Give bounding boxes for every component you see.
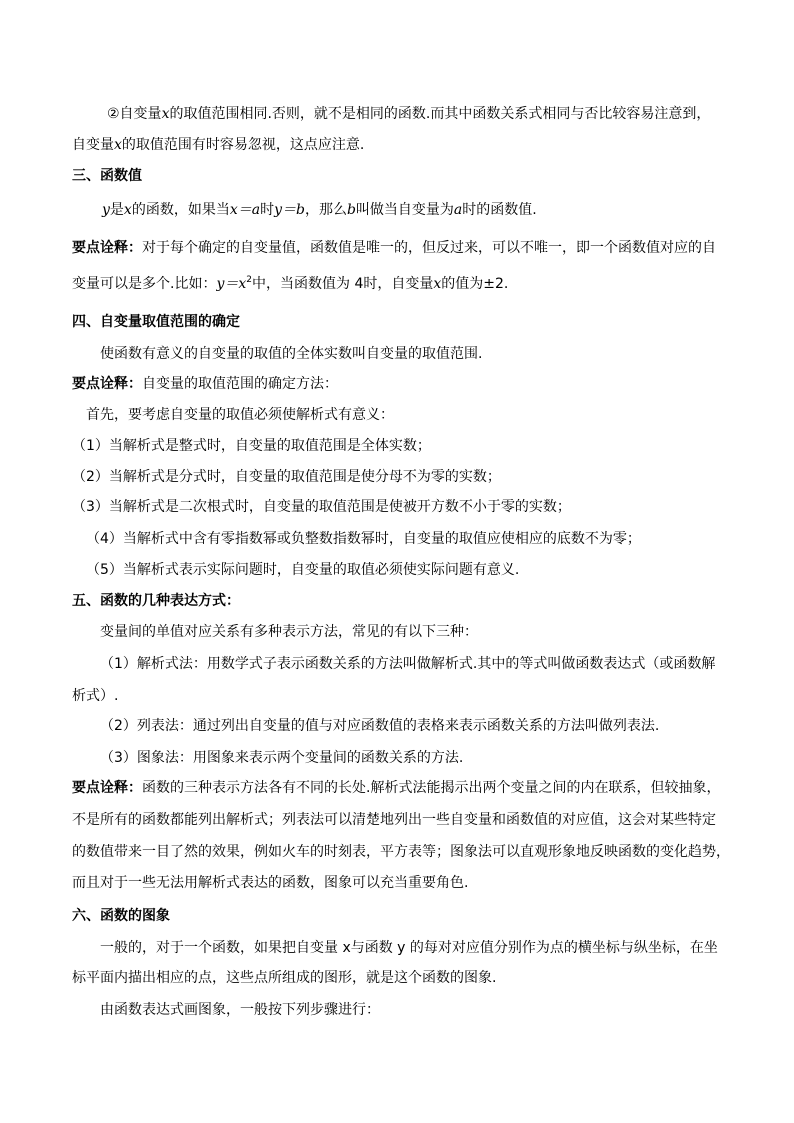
paragraph-line (102, 200, 537, 220)
paragraph-line: （1）解析式法：用数学式子表示函数关系的方法叫做解析式.其中的等式叫做函数表达式（或函数解 (100, 656, 716, 672)
text-run: 的值为±2. (441, 276, 509, 292)
paragraph-line (72, 374, 338, 394)
paragraph-line: 使函数有意义的自变量的取值的全体实数叫自变量的取值范围. (100, 346, 483, 362)
list-item: （5）当解析式表示实际问题时，自变量的取值必须使实际问题有意义. (86, 562, 520, 578)
text-run: 变量可以是多个.比如： (72, 276, 217, 292)
list-item: （4）当解析式中含有零指数幂或负整数指数幂时，自变量的取值应使相应的底数不为零； (86, 531, 641, 547)
paragraph-line: （3）图象法：用图象来表示两个变量间的函数关系的方法. (100, 750, 464, 766)
text-run: 是 (109, 202, 124, 218)
paragraph-line: 不是所有的函数都能列出解析式；列表法可以清楚地列出一些自变量和函数值的对应值，这会对某些特定 (72, 812, 716, 828)
paragraph-line: 而且对于一些无法用解析式表达的函数，图象可以充当重要角色. (72, 875, 469, 891)
math-var: x (161, 106, 170, 122)
text-run: 自变量的取值范围的确定方法： (142, 376, 338, 392)
text-run: 对于每个确定的自变量值，函数值是唯一的，但反过来，可以不唯一，即一个函数值对应的自 (142, 240, 716, 256)
superscript: 2 (246, 275, 252, 285)
key-point-label: 要点诠释： (72, 780, 142, 796)
paragraph-line (72, 238, 716, 258)
math-var: x (114, 137, 122, 153)
list-item: （2）当解析式是分式时，自变量的取值范围是使分母不为零的实数； (72, 469, 501, 485)
key-point-label: 要点诠释： (72, 240, 142, 256)
paragraph-line: 首先，要考虑自变量的取值必须使解析式有意义： (86, 407, 394, 423)
paragraph-line (72, 274, 508, 294)
text-run: 的取值范围有时容易忽视，这点应注意. (121, 137, 365, 153)
text-run: 时的函数值. (462, 202, 537, 218)
text-run: 的函数，如果当 (131, 202, 230, 218)
math-expression: x＝a (229, 202, 261, 218)
text-run: 自变量 (72, 137, 114, 153)
math-var: b (346, 202, 356, 218)
section-heading: 五、函数的几种表达方式： (72, 593, 240, 609)
text-run: 中，当函数值为 4时，自变量 (252, 276, 434, 292)
text-run: ，那么 (304, 202, 347, 218)
text-run: 叫做当自变量为 (355, 202, 454, 218)
list-item: （3）当解析式是二次根式时，自变量的取值范围是使被开方数不小于零的实数； (72, 499, 571, 515)
math-var: y (102, 202, 110, 218)
paragraph-line: 一般的，对于一个函数，如果把自变量 x与函数 y 的每对对应值分别作为点的横坐标与纵坐标，在坐 (100, 940, 718, 956)
math-expression: y＝x (216, 276, 247, 292)
math-var: x (123, 202, 132, 218)
text-run: ②自变量 (107, 106, 162, 122)
math-var: x (433, 276, 442, 292)
section-heading: 四、自变量取值范围的确定 (72, 314, 240, 330)
text-run: 函数的三种表示方法各有不同的长处.解析式法能揭示出两个变量之间的内在联系，但较抽象， (142, 780, 721, 796)
paragraph-line: 的数值带来一目了然的效果，例如火车的时刻表，平方表等；图象法可以直观形象地反映函数的变化趋势， (72, 844, 730, 860)
text-run: 的取值范围相同.否则，就不是相同的函数.而其中函数关系式相同与否比较容易注意到， (169, 106, 711, 122)
math-var: a (453, 202, 463, 218)
paragraph-line: 变量间的单值对应关系有多种表示方法，常见的有以下三种： (100, 624, 478, 640)
math-expression: y＝b (274, 202, 305, 218)
paragraph-line (72, 778, 720, 798)
paragraph-line (107, 104, 710, 124)
text-run: 时 (260, 202, 275, 218)
section-heading: 六、函数的图象 (72, 908, 170, 924)
list-item: （1）当解析式是整式时，自变量的取值范围是全体实数； (72, 438, 431, 454)
paragraph-line: 析式）. (72, 688, 119, 704)
paragraph-line: 标平面内描出相应的点，这些点所组成的图形，就是这个函数的图象. (72, 970, 497, 986)
paragraph-line (72, 135, 364, 155)
key-point-label: 要点诠释： (72, 376, 142, 392)
section-heading: 三、函数值 (72, 168, 142, 184)
paragraph-line: 由函数表达式画图象，一般按下列步骤进行： (100, 1002, 380, 1018)
paragraph-line: （2）列表法：通过列出自变量的值与对应函数值的表格来表示函数关系的方法叫做列表法. (100, 718, 660, 734)
